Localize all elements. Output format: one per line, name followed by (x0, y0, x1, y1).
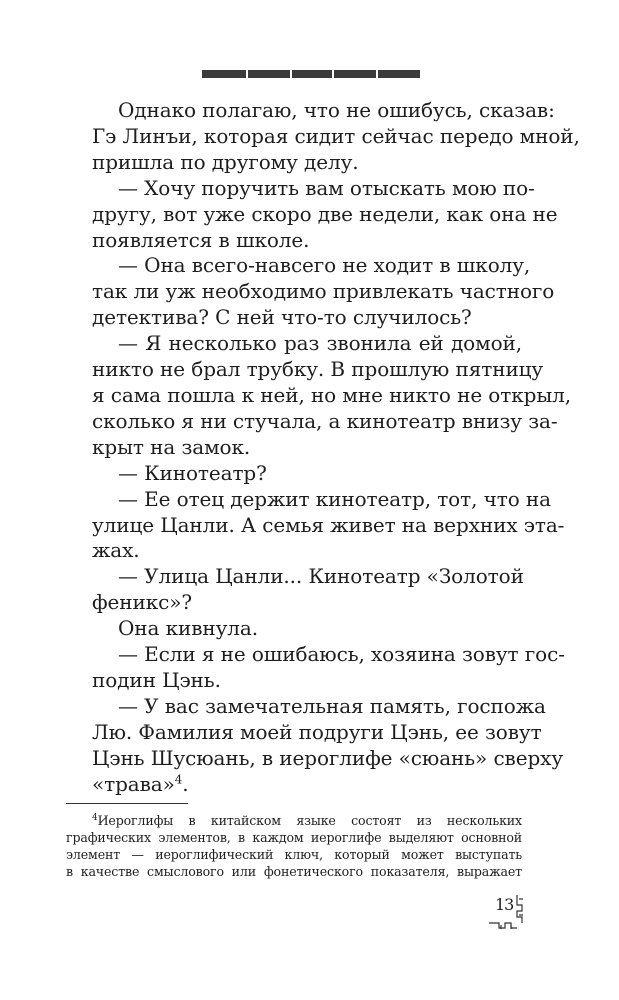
body-line-text: улице Цанли. А семья живет на верхних эта- (92, 512, 565, 537)
body-line (92, 486, 551, 513)
header-ornament (202, 68, 420, 80)
body-line (92, 175, 535, 202)
body-line (92, 719, 542, 746)
footnote-line-text: элемент — иероглифический ключ, который может выступать (66, 847, 522, 862)
body-line (92, 538, 522, 564)
body-line-text: — Я несколько раз звонила ей домой, (118, 331, 522, 356)
body-line (92, 382, 572, 409)
footnote-line (66, 829, 522, 846)
body-line (92, 616, 522, 642)
body-line-text: — Она всего-навсего не ходит в школу, (118, 253, 531, 278)
footnote-reference[interactable]: 4 (174, 771, 183, 786)
body-line (92, 253, 531, 279)
body-line (92, 357, 544, 383)
body-line (92, 461, 522, 487)
body-line-text: крыт на замок. (92, 434, 251, 459)
body-line (92, 512, 565, 539)
page-number: 13 (495, 895, 514, 914)
body-line-text: появляется в школе. (92, 227, 310, 252)
footnote-marker: 4 (92, 812, 98, 823)
footnote (66, 812, 522, 880)
body-text (92, 98, 580, 797)
footnote-line (66, 812, 522, 829)
body-line (92, 745, 564, 772)
body-line (92, 668, 522, 694)
body-line-text: — Кинотеатр? (118, 460, 267, 485)
body-line-text: феникс»? (92, 590, 193, 615)
body-line (92, 123, 580, 150)
body-line (92, 305, 522, 331)
body-line-text: подин Цэнь. (92, 667, 221, 692)
body-line (92, 98, 555, 124)
footnote-line-text: Иероглифы в китайском языке состоят из нескольких (97, 813, 522, 828)
body-line-text: — Ее отец держит кинотеатр, тот, что на (118, 486, 551, 511)
footnote-line-text: графических элементов, в каждом иероглифе выделяют основной (66, 830, 522, 845)
body-line-text: Гэ Линъи, которая сидит сейчас передо мной, (92, 123, 580, 148)
body-line (92, 201, 558, 228)
body-line (92, 772, 522, 798)
body-line (92, 408, 558, 435)
body-line (92, 642, 565, 668)
body-line-text: сколько я ни стучала, а кинотеатр внизу за- (92, 408, 558, 433)
body-line-text: другу, вот уже скоро две недели, как она не (92, 201, 558, 226)
body-line (92, 228, 522, 254)
body-line (92, 150, 522, 176)
body-line-text: — У вас замечательная память, госпожа (118, 693, 546, 718)
body-line-text: жах. (92, 538, 140, 563)
body-line (92, 590, 522, 616)
footnote-line-text: в качестве смыслового или фонетического показателя, выражает (66, 864, 522, 879)
body-line-text: — Если я не ошибаюсь, хозяина зовут гос- (118, 642, 565, 667)
body-line-text: я сама пошла к ней, но мне никто не открыл, (92, 382, 572, 407)
body-line-text: детектива? С ней что-то случилось? (92, 305, 472, 330)
body-line-text: Цэнь Шусюань, в иероглифе «сюань» сверху (92, 745, 564, 770)
body-line-text: никто не брал трубку. В прошлую пятницу (92, 357, 544, 382)
body-line-text: пришла по другому делу. (92, 149, 359, 174)
body-line-text: Лю. Фамилия моей подруги Цэнь, ее зовут (92, 719, 542, 744)
body-line-text: — Хочу поручить вам отыскать мою по- (118, 175, 535, 200)
body-line-text: — Улица Цанли... Кинотеатр «Золотой (118, 564, 524, 589)
body-line-text: Она кивнула. (118, 616, 258, 641)
body-line (92, 564, 522, 590)
body-line (92, 693, 546, 720)
body-line (92, 435, 522, 461)
footnote-rule (66, 803, 188, 804)
body-line-text: «трава» (92, 771, 175, 796)
body-line (92, 331, 522, 357)
body-line-text: Однако полагаю, что не ошибусь, сказав: (118, 98, 555, 122)
trailing-punctuation: . (182, 771, 189, 796)
body-line-text: так ли уж необходимо привлекать частного (92, 279, 555, 304)
page-number-block (487, 893, 525, 931)
footnote-line (66, 846, 522, 863)
footnote-line (66, 863, 522, 880)
body-line (92, 279, 555, 305)
